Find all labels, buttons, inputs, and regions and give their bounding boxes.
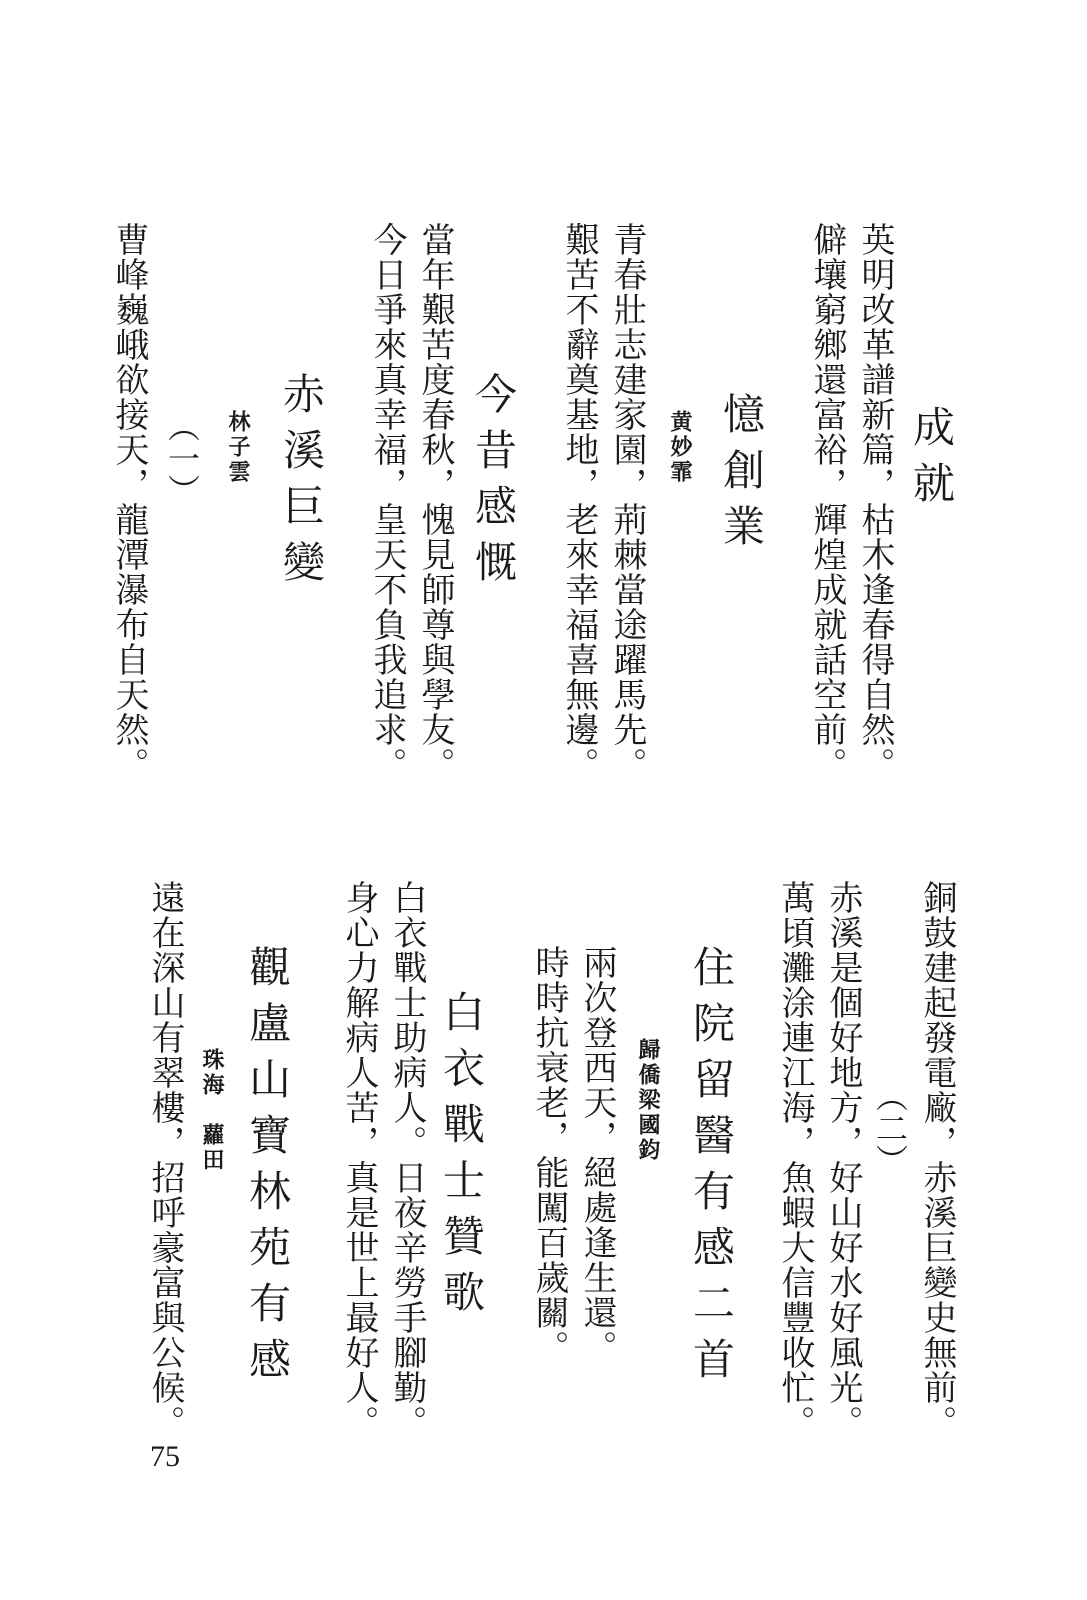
poem-author: 黄妙霏 xyxy=(667,410,692,485)
verse-line: 僻壤窮鄉還富裕，輝煌成就話空前。 xyxy=(807,222,847,782)
poem-title-jinxiganke: 今昔感慨 xyxy=(469,372,518,596)
poem-title-chixijubian: 赤溪巨變 xyxy=(277,372,326,596)
poem-author: 林子雲 xyxy=(225,410,250,485)
verse-line: 赤溪是個好地方，好山好水好風光。 xyxy=(823,880,863,1440)
poem-title-yichuangye: 憶創業 xyxy=(717,392,766,560)
poem-title-zhuyuan: 住院留醫有感二首 xyxy=(687,945,736,1393)
page-number: 75 xyxy=(150,1440,180,1473)
poem-section-number: （二） xyxy=(871,1080,909,1176)
poem-author: 珠海 蘿田 xyxy=(199,1048,224,1173)
verse-line: 曹峰巍峨欲接天，龍潭瀑布自天然。 xyxy=(109,222,149,782)
verse-line: 萬頃灘涂連江海，魚蝦大信豐收忙。 xyxy=(775,880,815,1440)
verse-line: 青春壯志建家園，荊棘當途躍馬先。 xyxy=(607,222,647,782)
verse-line: 英明改革譜新篇，枯木逢春得自然。 xyxy=(855,222,895,782)
poem-title-chengjiu: 成就 xyxy=(907,405,956,517)
verse-line: 銅鼓建起發電廠，赤溪巨變史無前。 xyxy=(917,880,957,1440)
verse-line: 遠在深山有翠樓，招呼豪富與公候。 xyxy=(145,880,185,1440)
poem-section-number: （一） xyxy=(163,410,201,506)
verse-line: 身心力解病人苦，真是世上最好人。 xyxy=(339,880,379,1440)
poem-title-guanlushan: 觀盧山寶林苑有感 xyxy=(243,945,292,1393)
verse-line: 當年艱苦度春秋，愧見師尊與學友。 xyxy=(415,222,455,782)
verse-line: 白衣戰士助病人。日夜辛勞手腳勤。 xyxy=(387,880,427,1440)
verse-line: 艱苦不辭奠基地，老來幸福喜無邊。 xyxy=(559,222,599,782)
verse-line: 兩次登西天，絕處逢生還。 xyxy=(577,945,617,1365)
verse-line: 今日爭來真幸福，皇天不負我追求。 xyxy=(367,222,407,782)
poem-author: 歸僑梁國鈞 xyxy=(635,1038,660,1163)
poem-title-baiyizhanshi: 白衣戰士贊歌 xyxy=(437,990,486,1326)
verse-line: 時時抗衰老，能闖百歲關。 xyxy=(529,945,569,1365)
